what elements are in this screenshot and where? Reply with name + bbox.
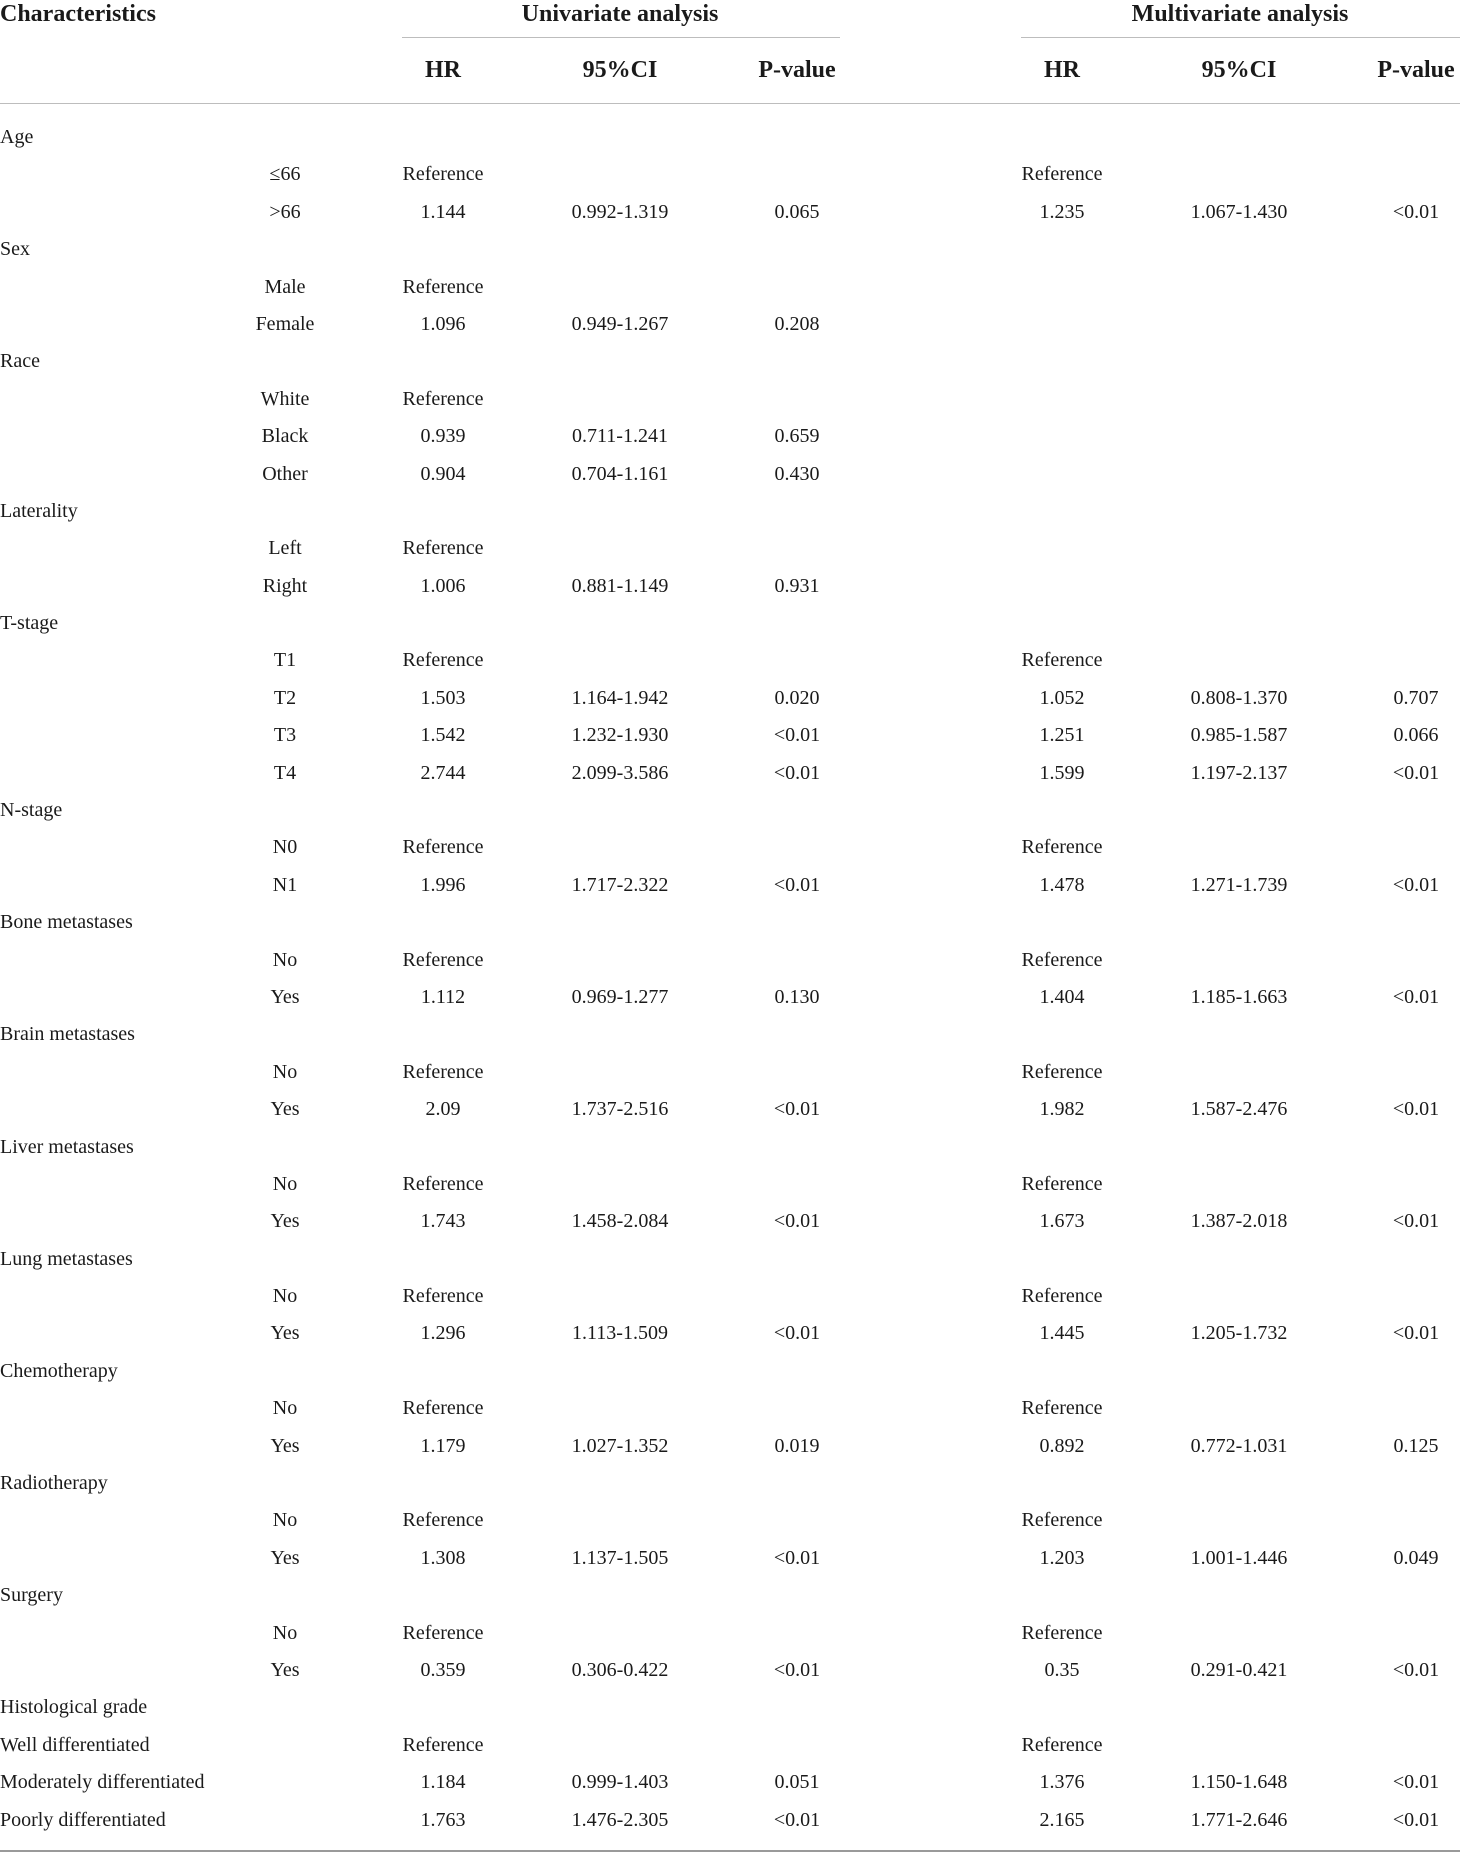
- multivariate-ci: 1.205-1.732: [1190, 1322, 1288, 1345]
- multivariate-hr: 1.445: [1039, 1322, 1085, 1345]
- univariate-hr: Reference: [402, 649, 484, 672]
- univariate-ci: 1.137-1.505: [571, 1546, 669, 1569]
- row-category: Surgery: [0, 1584, 63, 1607]
- univariate-ci: 1.232-1.930: [571, 724, 669, 747]
- multivariate-hr: Reference: [1021, 948, 1103, 971]
- table-bottom-rule: [0, 1850, 1460, 1852]
- univariate-hr: Reference: [402, 1060, 484, 1083]
- row-subgroup: Yes: [270, 1434, 300, 1457]
- univariate-ci: 0.881-1.149: [571, 574, 669, 597]
- row-subgroup: Other: [262, 462, 308, 485]
- row-subgroup: White: [260, 387, 310, 410]
- row-category: Lung metastases: [0, 1247, 133, 1270]
- univariate-p-value: 0.659: [774, 425, 820, 448]
- univariate-hr: Reference: [402, 1621, 484, 1644]
- row-subgroup: Left: [268, 537, 302, 560]
- univariate-p-value: 0.130: [774, 985, 820, 1008]
- univariate-p-value: <0.01: [773, 761, 821, 784]
- multivariate-hr: 1.251: [1039, 724, 1085, 747]
- univariate-hr: 1.743: [420, 1210, 466, 1233]
- multivariate-hr: Reference: [1021, 836, 1103, 859]
- row-subgroup: Yes: [270, 1658, 300, 1681]
- univariate-ci: 1.737-2.516: [571, 1098, 669, 1121]
- row-category: T-stage: [0, 612, 59, 635]
- univariate-hr: 1.179: [420, 1434, 466, 1457]
- univariate-hr: 1.006: [420, 574, 466, 597]
- univariate-hr: 1.296: [420, 1322, 466, 1345]
- univariate-hr: Reference: [402, 1397, 484, 1420]
- multivariate-ci: 0.291-0.421: [1190, 1658, 1288, 1681]
- univariate-hr: Reference: [402, 1733, 484, 1756]
- row-subgroup: T4: [273, 761, 297, 784]
- multivariate-hr: 2.165: [1039, 1808, 1085, 1831]
- multivariate-ci: 1.001-1.446: [1190, 1546, 1288, 1569]
- univariate-p-value: <0.01: [773, 1658, 821, 1681]
- row-subgroup: Yes: [270, 1546, 300, 1569]
- multivariate-hr: 1.203: [1039, 1546, 1085, 1569]
- univariate-p-value: 0.020: [774, 686, 820, 709]
- multivariate-hr: 0.35: [1044, 1658, 1080, 1681]
- univariate-hr: 0.359: [420, 1658, 466, 1681]
- row-category: N-stage: [0, 799, 63, 822]
- row-subgroup: No: [272, 948, 298, 971]
- row-category: Liver metastases: [0, 1135, 134, 1158]
- multivariate-p-value: 0.707: [1393, 686, 1439, 709]
- row-category: Age: [0, 126, 34, 148]
- row-category: Histological grade: [0, 1696, 148, 1719]
- multivariate-ci: 1.771-2.646: [1190, 1808, 1288, 1831]
- row-subgroup: N1: [272, 873, 298, 896]
- row-subgroup: No: [272, 1060, 298, 1083]
- multivariate-p-value: 0.125: [1393, 1434, 1439, 1457]
- multivariate-hr: Reference: [1021, 1621, 1103, 1644]
- univariate-ci: 1.717-2.322: [571, 873, 669, 896]
- univariate-ci: 0.992-1.319: [571, 200, 669, 223]
- univariate-hr: Reference: [402, 1285, 484, 1308]
- univariate-hr: 1.996: [420, 873, 466, 896]
- univariate-hr: Reference: [402, 163, 484, 186]
- univariate-p-value: <0.01: [773, 1098, 821, 1121]
- row-category: Brain metastases: [0, 1023, 135, 1046]
- univariate-hr: 1.144: [420, 200, 466, 223]
- univariate-ci: 1.458-2.084: [571, 1210, 669, 1233]
- univariate-p-value: 0.430: [774, 462, 820, 485]
- row-category: Well differentiated: [0, 1733, 150, 1756]
- row-category: Chemotherapy: [0, 1359, 118, 1382]
- multivariate-ci: 0.808-1.370: [1190, 686, 1288, 709]
- univariate-hr: 2.09: [425, 1098, 461, 1121]
- univariate-hr: Reference: [402, 537, 484, 560]
- row-subgroup: No: [272, 1397, 298, 1420]
- multivariate-hr: 0.892: [1039, 1434, 1085, 1457]
- multivariate-ci: 1.067-1.430: [1190, 200, 1288, 223]
- univariate-header: Univariate analysis: [521, 1, 719, 27]
- multivariate-p-value: <0.01: [1392, 200, 1440, 223]
- multivariate-p-value: <0.01: [1392, 1808, 1440, 1831]
- univariate-ci: 0.306-0.422: [571, 1658, 669, 1681]
- multivariate-hr-header: HR: [1044, 57, 1080, 83]
- univariate-hr: 1.308: [420, 1546, 466, 1569]
- row-subgroup: Right: [262, 574, 308, 597]
- multivariate-p-value: <0.01: [1392, 985, 1440, 1008]
- multivariate-hr: 1.052: [1039, 686, 1085, 709]
- univariate-hr: Reference: [402, 948, 484, 971]
- multivariate-hr: 1.235: [1039, 200, 1085, 223]
- univariate-hr: 1.542: [420, 724, 466, 747]
- multivariate-hr: 1.376: [1039, 1771, 1085, 1794]
- row-subgroup: Yes: [270, 1322, 300, 1345]
- multivariate-ci: 1.150-1.648: [1190, 1771, 1288, 1794]
- row-category: Poorly differentiated: [0, 1808, 166, 1831]
- multivariate-p-value: 0.066: [1393, 724, 1439, 747]
- univariate-ci: 0.999-1.403: [571, 1771, 669, 1794]
- univariate-hr: 1.763: [420, 1808, 466, 1831]
- univariate-ci: 1.476-2.305: [571, 1808, 669, 1831]
- univariate-hr: 1.096: [420, 312, 466, 335]
- univariate-ci: 1.027-1.352: [571, 1434, 669, 1457]
- row-category: Radiotherapy: [0, 1472, 108, 1495]
- multivariate-p-value: <0.01: [1392, 1658, 1440, 1681]
- multivariate-p-value: 0.049: [1393, 1546, 1439, 1569]
- univariate-p-value: <0.01: [773, 1546, 821, 1569]
- multivariate-hr: Reference: [1021, 1060, 1103, 1083]
- univariate-hr: 0.904: [420, 462, 466, 485]
- multivariate-ci: 1.185-1.663: [1190, 985, 1288, 1008]
- row-subgroup: No: [272, 1509, 298, 1532]
- row-subgroup: Yes: [270, 1098, 300, 1121]
- univariate-p-value: <0.01: [773, 1322, 821, 1345]
- multivariate-hr: Reference: [1021, 1172, 1103, 1195]
- row-subgroup: N0: [272, 836, 298, 859]
- univariate-hr: Reference: [402, 387, 484, 410]
- multivariate-header: Multivariate analysis: [1131, 1, 1349, 27]
- multivariate-hr: Reference: [1021, 1509, 1103, 1532]
- row-subgroup: Yes: [270, 985, 300, 1008]
- multivariate-hr: 1.404: [1039, 985, 1085, 1008]
- row-subgroup: T3: [273, 724, 297, 747]
- row-subgroup: Yes: [270, 1210, 300, 1233]
- univariate-hr: Reference: [402, 836, 484, 859]
- multivariate-hr: Reference: [1021, 1733, 1103, 1756]
- multivariate-p-value: <0.01: [1392, 1098, 1440, 1121]
- univariate-hr-header: HR: [425, 57, 461, 83]
- row-subgroup: ≤66: [269, 163, 301, 186]
- multivariate-hr: 1.673: [1039, 1210, 1085, 1233]
- univariate-p-header: P-value: [758, 57, 836, 83]
- multivariate-ci: 0.985-1.587: [1190, 724, 1288, 747]
- multivariate-hr: Reference: [1021, 1397, 1103, 1420]
- multivariate-hr: Reference: [1021, 163, 1103, 186]
- multivariate-ci: 1.587-2.476: [1190, 1098, 1288, 1121]
- multivariate-hr: 1.599: [1039, 761, 1085, 784]
- univariate-p-value: 0.931: [774, 574, 820, 597]
- multivariate-ci-header: 95%CI: [1201, 57, 1277, 83]
- row-subgroup: T2: [273, 686, 297, 709]
- univariate-p-value: <0.01: [773, 1808, 821, 1831]
- multivariate-p-value: <0.01: [1392, 761, 1440, 784]
- row-subgroup: Male: [264, 275, 306, 298]
- univariate-hr: Reference: [402, 1172, 484, 1195]
- row-subgroup: No: [272, 1285, 298, 1308]
- row-category: Moderately differentiated: [0, 1771, 205, 1794]
- univariate-hr: 0.939: [420, 425, 466, 448]
- row-category: Sex: [0, 238, 30, 261]
- multivariate-hr: 1.982: [1039, 1098, 1085, 1121]
- multivariate-p-value: <0.01: [1392, 1771, 1440, 1794]
- univariate-p-value: <0.01: [773, 873, 821, 896]
- univariate-ci-header: 95%CI: [582, 57, 658, 83]
- univariate-p-value: 0.065: [774, 200, 820, 223]
- characteristics-header: Characteristics: [0, 1, 156, 27]
- univariate-ci: 1.113-1.509: [572, 1322, 668, 1345]
- row-category: Bone metastases: [0, 911, 133, 934]
- multivariate-p-value: <0.01: [1392, 873, 1440, 896]
- univariate-p-value: <0.01: [773, 724, 821, 747]
- univariate-ci: 1.164-1.942: [571, 686, 669, 709]
- univariate-p-value: 0.019: [774, 1434, 820, 1457]
- univariate-hr: Reference: [402, 275, 484, 298]
- row-subgroup: No: [272, 1621, 298, 1644]
- univariate-hr: 2.744: [420, 761, 466, 784]
- univariate-p-value: 0.208: [774, 312, 820, 335]
- univariate-p-value: 0.051: [774, 1771, 820, 1794]
- univariate-hr: Reference: [402, 1509, 484, 1532]
- multivariate-hr: Reference: [1021, 1285, 1103, 1308]
- univariate-hr: 1.503: [420, 686, 466, 709]
- multivariate-p-value: <0.01: [1392, 1210, 1440, 1233]
- univariate-ci: 0.949-1.267: [571, 312, 669, 335]
- multivariate-ci: 1.271-1.739: [1190, 873, 1288, 896]
- univariate-hr: 1.112: [420, 985, 466, 1008]
- multivariate-p-header: P-value: [1377, 57, 1455, 83]
- univariate-ci: 2.099-3.586: [571, 761, 669, 784]
- row-subgroup: >66: [269, 200, 301, 223]
- row-subgroup: T1: [273, 649, 297, 672]
- univariate-p-value: <0.01: [773, 1210, 821, 1233]
- row-subgroup: No: [272, 1172, 298, 1195]
- multivariate-hr: 1.478: [1039, 873, 1085, 896]
- row-category: Laterality: [0, 499, 78, 522]
- multivariate-p-value: <0.01: [1392, 1322, 1440, 1345]
- multivariate-ci: 0.772-1.031: [1190, 1434, 1288, 1457]
- row-subgroup: Black: [261, 425, 309, 448]
- multivariate-ci: 1.387-2.018: [1190, 1210, 1288, 1233]
- row-category: Race: [0, 350, 40, 373]
- row-subgroup: Female: [255, 312, 315, 335]
- univariate-ci: 0.711-1.241: [572, 425, 668, 448]
- univariate-ci: 0.969-1.277: [571, 985, 669, 1008]
- multivariate-hr: Reference: [1021, 649, 1103, 672]
- univariate-hr: 1.184: [420, 1771, 466, 1794]
- multivariate-ci: 1.197-2.137: [1190, 761, 1288, 784]
- univariate-ci: 0.704-1.161: [571, 462, 669, 485]
